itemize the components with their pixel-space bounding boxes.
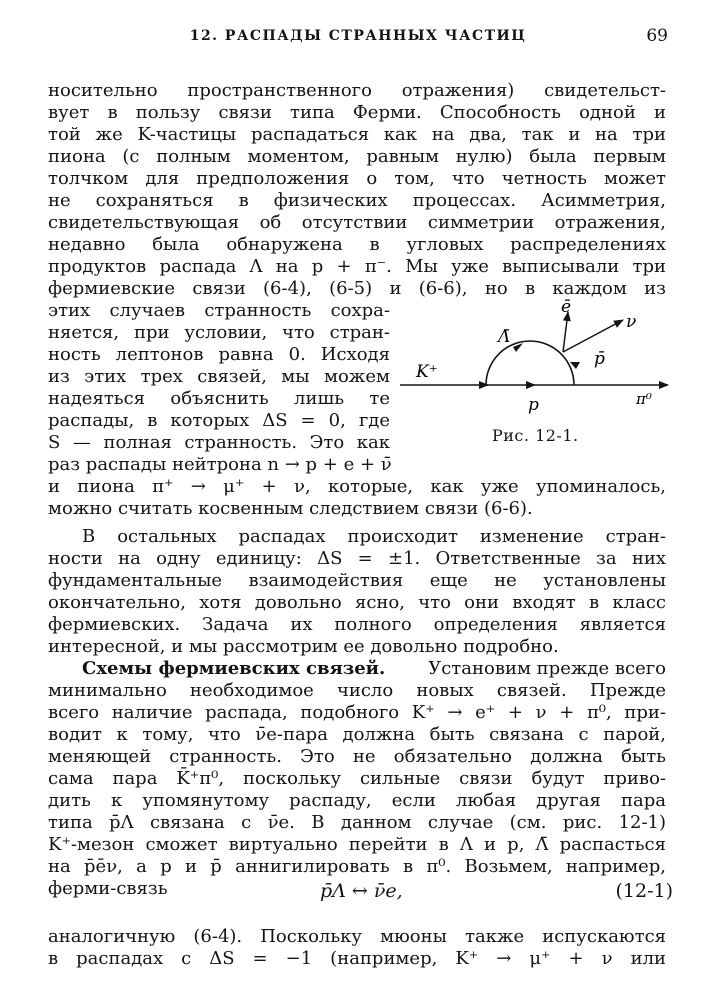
text-line: распады, в которых ΔS = 0, где <box>48 410 390 431</box>
text-line: интересной, и мы рассмотрим ее довольно подробно. <box>48 636 559 657</box>
text-line: няется, при условии, что стран- <box>48 322 390 343</box>
label-nu: ν <box>626 312 637 332</box>
label-lambda-bar: Λ̄ <box>498 327 511 347</box>
ebar-line <box>563 312 568 352</box>
running-title: 12. РАСПАДЫ СТРАННЫХ ЧАСТИЦ <box>189 28 527 44</box>
label-e-bar: ē <box>561 297 572 317</box>
text-line: не сохраняться в физических процессах. Асимметрия, <box>48 190 666 211</box>
text-line: вует в пользу связи типа Ферми. Способность одной и <box>48 102 666 123</box>
text-line: на p̄ēν, а p и p̄ аннигилировать в π⁰. Возьмем, например, <box>48 856 666 877</box>
text-line: раз распады нейтрона n → p + e + ν̄ <box>48 454 392 475</box>
text-line: ферми-связь <box>48 878 168 899</box>
running-header <box>48 28 668 50</box>
section-heading-line <box>82 658 666 679</box>
text-line: надеяться объяснить лишь те <box>48 388 390 409</box>
text-line: В остальных распадах происходит изменение стран- <box>82 526 666 547</box>
text-line: ности на одну единицу: ΔS = ±1. Ответственные за них <box>48 548 666 569</box>
text-line: дить к упомянутому распаду, если любая другая пара <box>48 790 666 811</box>
text-line: можно считать косвенным следствием связи (6-6). <box>48 498 533 519</box>
text-line: продуктов распада Λ на p + π⁻. Мы уже выписывали три <box>48 256 666 277</box>
feynman-diagram <box>398 292 673 422</box>
section-heading: Схемы фермиевских связей. <box>82 658 386 679</box>
text-line: ность лептонов равна 0. Исходя <box>48 344 390 365</box>
nu-line <box>563 320 623 352</box>
lambda-loop <box>486 341 574 385</box>
text-line: S — полная странность. Это как <box>48 432 390 453</box>
text-line: минимально необходимое число новых связей. Прежде <box>48 680 666 701</box>
text-line: аналогичную (6-4). Поскольку мюоны также испускаются <box>48 926 666 947</box>
text-line: недавно была обнаружена в угловых распределениях <box>48 234 666 255</box>
text-line: носительно пространственного отражения) свидетельст- <box>48 80 666 101</box>
text-line: фермиевские связи (6-4), (6-5) и (6-6), но в каждом из <box>48 278 666 299</box>
text-fragment: Установим прежде всего <box>428 658 666 679</box>
text-line: меняющей странность. Это не обязательно должна быть <box>48 746 666 767</box>
p-arrow <box>526 381 536 389</box>
text-line: из этих трех связей, мы можем <box>48 366 390 387</box>
text-line: фундаментальные взаимодействия еще не установлены <box>48 570 666 591</box>
text-line: толчком для предположения о том, что четность может <box>48 168 666 189</box>
equation: p̄Λ ↔ ν̄e, <box>320 880 403 902</box>
text-line: типа p̄Λ связана с ν̄e. В данном случае (см. рис. 12-1) <box>48 812 666 833</box>
text-line: всего наличие распада, подобного K⁺ → e⁺ + ν + π⁰, при- <box>48 702 666 723</box>
equation-number: (12-1) <box>615 880 673 902</box>
text-line: и пиона π⁺ → μ⁺ + ν, которые, как уже упоминалось, <box>48 476 666 497</box>
figure-caption: Рис. 12-1. <box>492 426 579 445</box>
text-line: пиона (с полным моментом, равным нулю) была первым <box>48 146 666 167</box>
text-line: фермиевских. Задача их полного определения является <box>48 614 666 635</box>
label-p: p <box>528 395 539 415</box>
page-number: 69 <box>646 26 668 46</box>
text-line: свидетельствующая об отсутствии симметрии отражения, <box>48 212 666 233</box>
text-line: этих случаев странность сохра- <box>48 300 390 321</box>
text-line: K⁺-мезон сможет виртуально перейти в Λ и p, Λ̄ распасться <box>48 834 666 855</box>
text-line: сама пара K̄⁺π⁰, поскольку сильные связи будут приво- <box>48 768 666 789</box>
text-line: водит к тому, что ν̄e-пара должна быть связана с парой, <box>48 724 666 745</box>
label-pi0: π⁰ <box>636 390 652 408</box>
label-kplus: K⁺ <box>416 362 438 382</box>
text-line: той же K-частицы распадаться как на два, так и на три <box>48 124 666 145</box>
text-line: в распадах с ΔS = −1 (например, K⁺ → μ⁺ + ν или <box>48 948 666 969</box>
label-p-bar: p̄ <box>594 349 605 369</box>
text-line: окончательно, хотя довольно ясно, что они входят в класс <box>48 592 666 613</box>
